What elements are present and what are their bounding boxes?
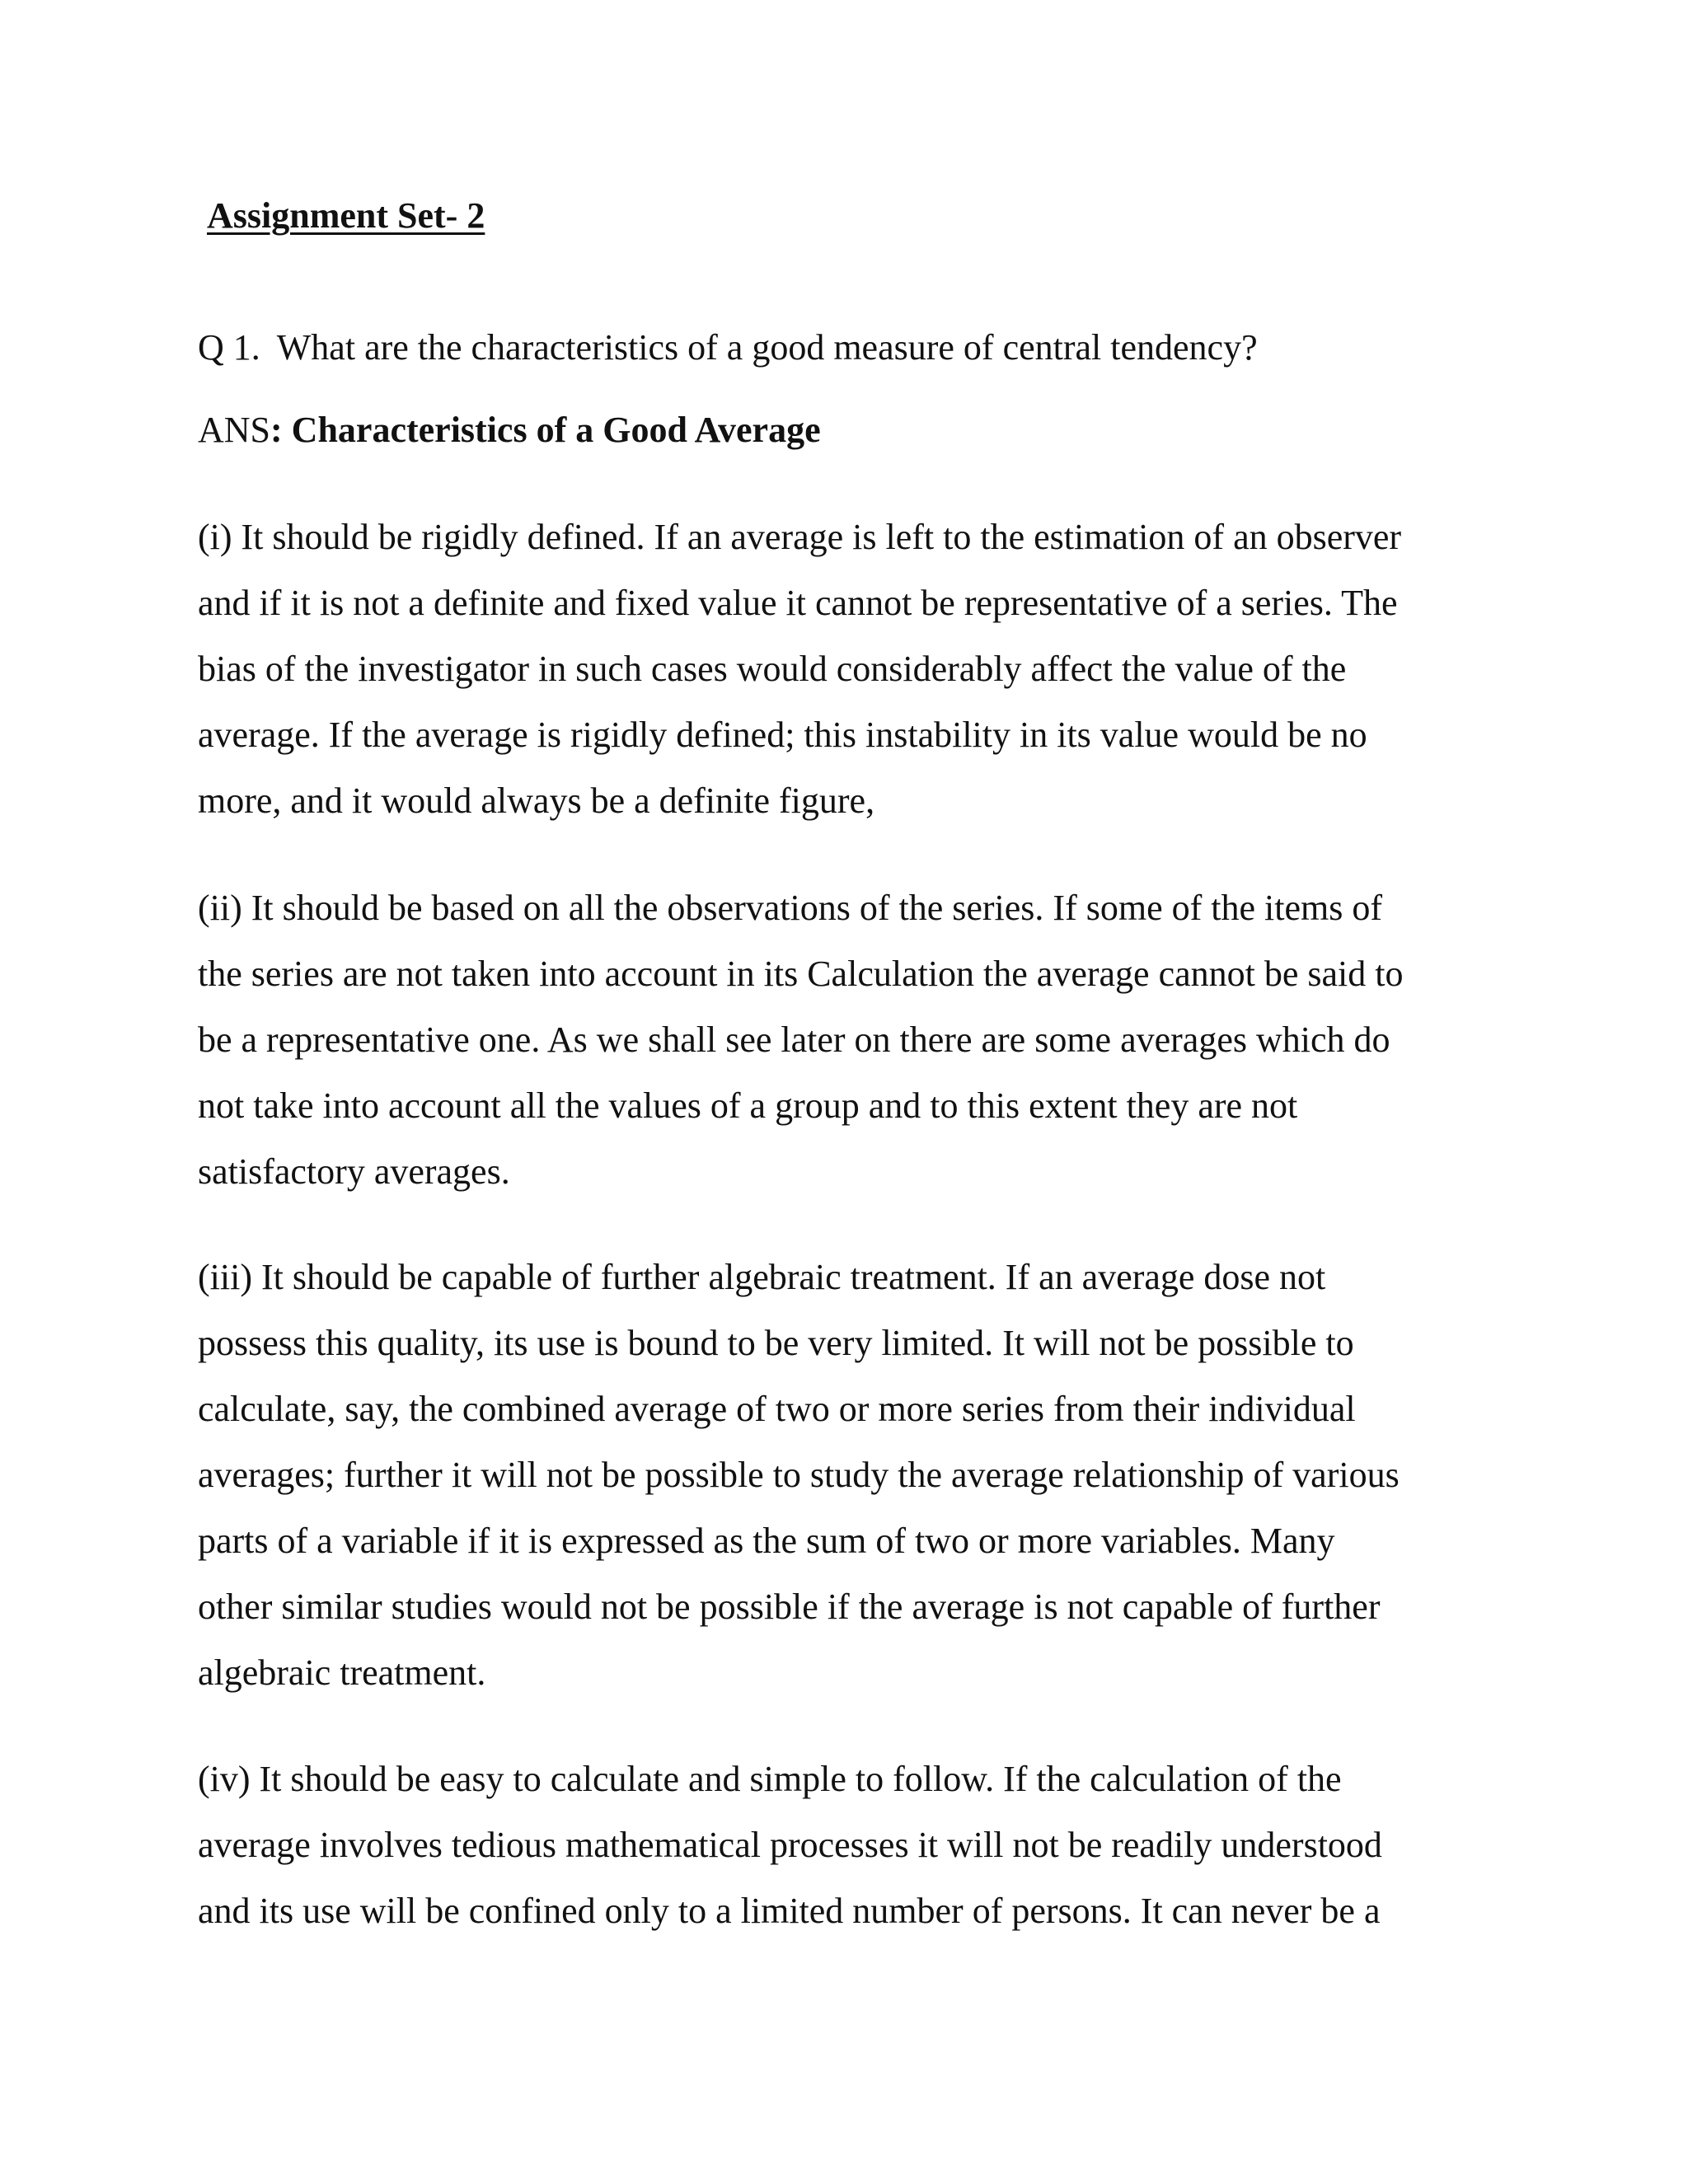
text-line: (ii) It should be based on all the observations of the series. If some of the items of	[198, 888, 1382, 928]
text-line: be a representative one. As we shall see later on there are some averages which do	[198, 1019, 1390, 1060]
question-number: Q 1.	[198, 327, 260, 368]
text-line: averages; further it will not be possible to study the average relationship of various	[198, 1455, 1400, 1495]
text-line: average. If the average is rigidly defined; this instability in its value would be no	[198, 715, 1367, 755]
text-line: algebraic treatment.	[198, 1652, 486, 1693]
text-line: satisfactory averages.	[198, 1151, 510, 1192]
paragraph-characteristic-1	[198, 504, 1500, 834]
answer-label: ANS	[198, 410, 271, 450]
question-1	[198, 326, 1258, 370]
text-line: (iv) It should be easy to calculate and simple to follow. If the calculation of the	[198, 1759, 1342, 1799]
text-line: possess this quality, its use is bound to be very limited. It will not be possible to	[198, 1323, 1354, 1363]
text-line: calculate, say, the combined average of two or more series from their individual	[198, 1389, 1356, 1429]
text-line: parts of a variable if it is expressed as the sum of two or more variables. Many	[198, 1521, 1335, 1561]
paragraph-characteristic-3	[198, 1244, 1500, 1706]
question-text: What are the characteristics of a good measure of central tendency?	[276, 327, 1258, 368]
paragraph-characteristic-4	[198, 1746, 1500, 1944]
text-line: other similar studies would not be possible if the average is not capable of further	[198, 1586, 1381, 1627]
assignment-heading: Assignment Set- 2	[207, 195, 485, 236]
answer-title: : Characteristics of a Good Average	[270, 410, 821, 450]
text-line: (iii) It should be capable of further algebraic treatment. If an average dose not	[198, 1257, 1326, 1297]
text-line: bias of the investigator in such cases would considerably affect the value of the	[198, 649, 1347, 689]
text-line: average involves tedious mathematical processes it will not be readily understood	[198, 1825, 1382, 1865]
text-line: and its use will be confined only to a limited number of persons. It can never be a	[198, 1891, 1381, 1931]
paragraph-characteristic-2	[198, 875, 1500, 1205]
text-line: (i) It should be rigidly defined. If an average is left to the estimation of an observer	[198, 517, 1402, 557]
text-line: the series are not taken into account in its Calculation the average cannot be said to	[198, 954, 1404, 994]
text-line: not take into account all the values of a group and to this extent they are not	[198, 1085, 1298, 1126]
text-line: and if it is not a definite and fixed value it cannot be representative of a series. The	[198, 583, 1398, 623]
answer-heading	[198, 409, 821, 452]
text-line: more, and it would always be a definite figure,	[198, 780, 875, 821]
